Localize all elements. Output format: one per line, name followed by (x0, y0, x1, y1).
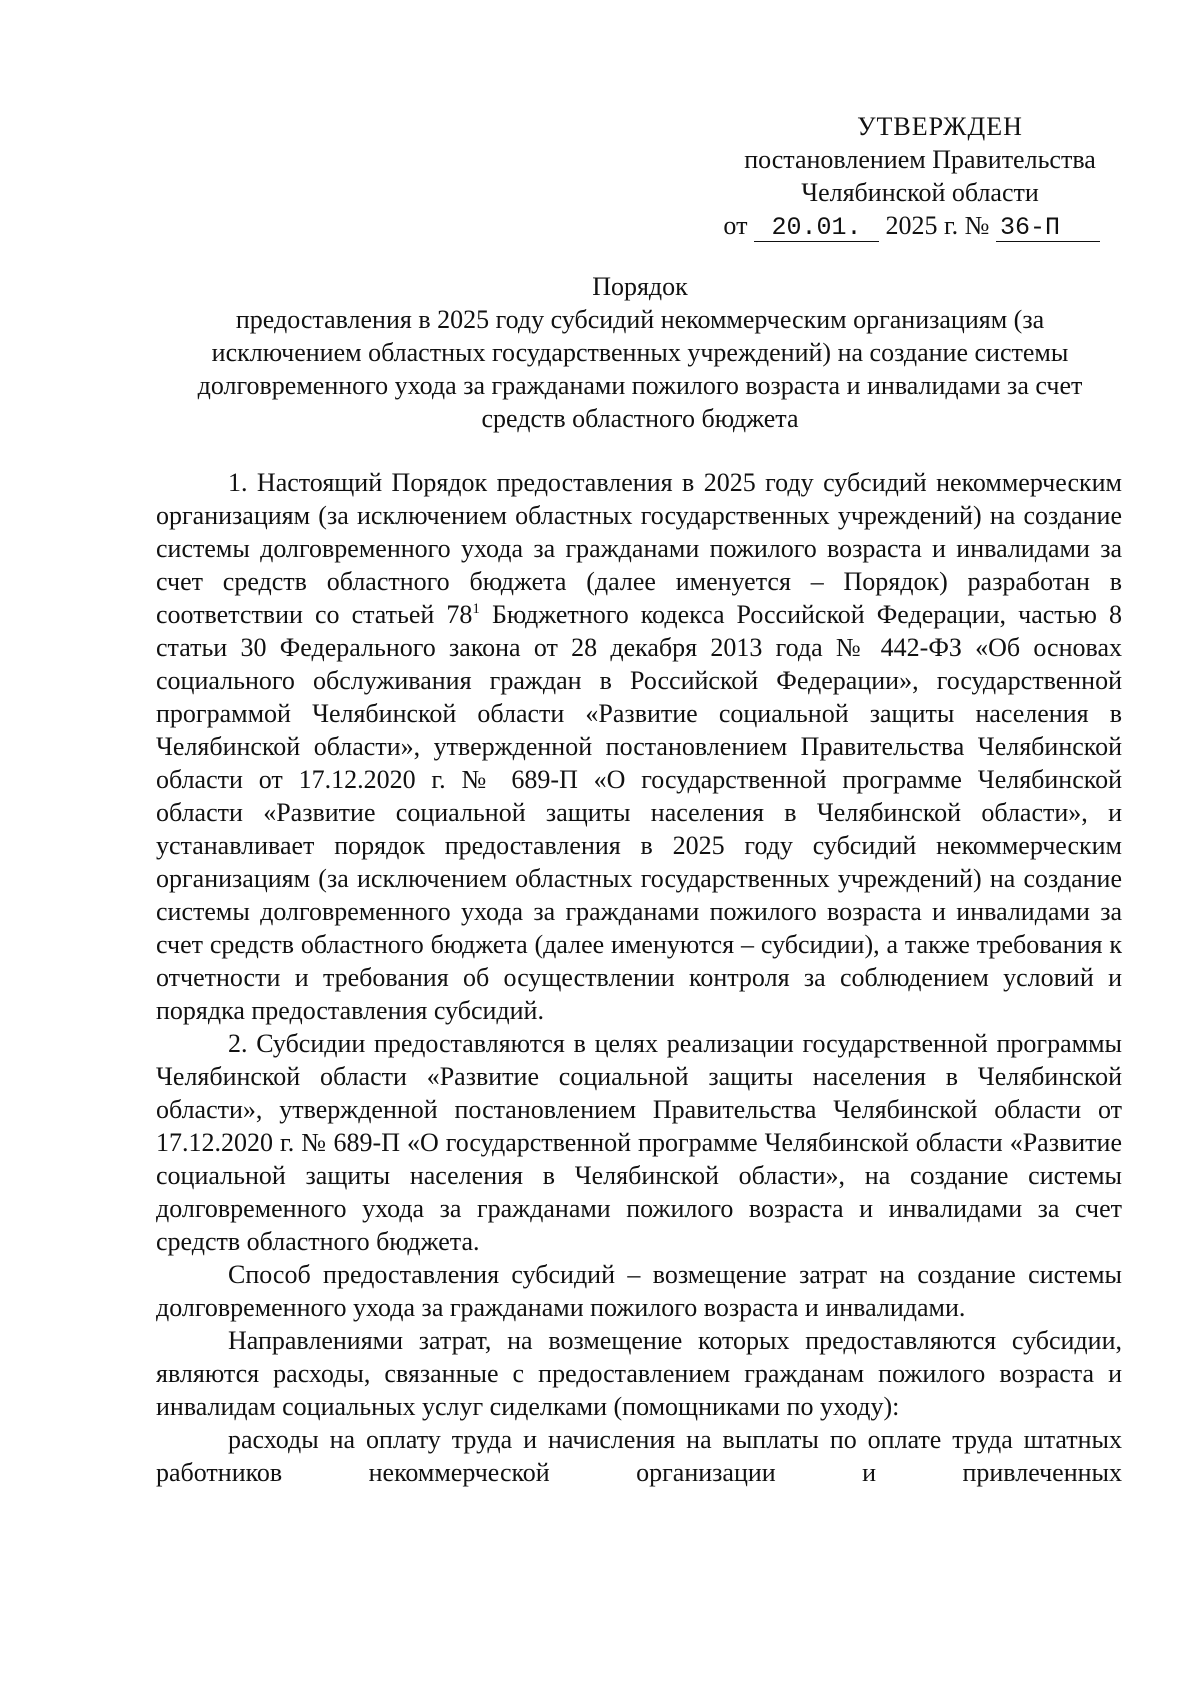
approval-block (700, 110, 1110, 242)
document-body (156, 466, 1122, 1489)
approval-issuer-line: постановлением Правительства (744, 145, 1096, 174)
paragraph-5: расходы на оплату труда и начисления на выплаты по оплате труда штатных работников некоммерческой организации и привлеченных (156, 1425, 1122, 1487)
date-field: 20.01. (754, 215, 879, 242)
document-number-field: 36-П (996, 215, 1100, 242)
superscript: 1 (472, 601, 480, 617)
paragraph-1-text-b: Бюджетного кодекса Российской Федерации, частью 8 статьи 30 Федерального закона от 28 декабря 2013 года № 442-ФЗ «Об основах социального обслуживания граждан в Российской Федерации», государственной программой Челябинской области «Развитие социальной защиты населения в Челябинской области», утвержденной постановлением Правительства Челябинской области от 17.12.2020 г. № 689-П «О государственной программе Челябинской области «Развитие социальной защиты населения в Челябинской области», и устанавливает порядок предоставления в 2025 году субсидий некоммерческим организациям (за исключением областных государственных учреждений) на создание системы долговременного ухода за гражданами пожилого возраста и инвалидами за счет средств областного бюджета (далее именуются – субсидии), а также требования к отчетности и требования об осуществлении контроля за соблюдением условий и порядка предоставления субсидий. (156, 600, 1122, 1025)
title-line: долговременного ухода за гражданами пожилого возраста и инвалидами за счет (197, 371, 1083, 400)
document-title (150, 270, 1130, 435)
paragraph-1 (156, 466, 1122, 1027)
paragraph-2: 2. Субсидии предоставляются в целях реализации государственной программы Челябинской области «Развитие социальной защиты населения в Челябинской области», утвержденной постановлением Правительства Челябинской области от 17.12.2020 г. № 689-П «О государственной программе Челябинской области «Развитие социальной защиты населения в Челябинской области», на создание системы долговременного ухода за гражданами пожилого возраста и инвалидами за счет средств областного бюджета. (156, 1029, 1122, 1256)
approval-region-line: Челябинской области (801, 178, 1039, 207)
paragraph-4: Направлениями затрат, на возмещение которых предоставляются субсидии, являются расходы, связанные с предоставлением гражданам пожилого возраста и инвалидам социальных услуг сиделками (помощниками по уходу): (156, 1326, 1122, 1421)
year-text: 2025 г. № (885, 211, 990, 240)
paragraph-3: Способ предоставления субсидий – возмещение затрат на создание системы долговременного ухода за гражданами пожилого возраста и инвалидами. (156, 1260, 1122, 1322)
approval-date-line (700, 209, 1110, 242)
title-line: предоставления в 2025 году субсидий некоммерческим организациям (за (235, 305, 1045, 334)
title-line: средств областного бюджета (481, 404, 799, 433)
paragraph-1-text-a: 1. Настоящий Порядок предоставления в 2025 году субсидий некоммерческим организациям (за исключением областных государственных учреждений) на создание системы долговременного ухода за гражданами пожилого возраста и инвалидами за счет средств областного бюджета (далее именуется – Порядок) разработан в соответствии со статьей 78 (156, 468, 1122, 629)
approval-heading: УТВЕРЖДЕН (857, 112, 1023, 141)
title-heading: Порядок (592, 272, 688, 301)
date-prefix: от (723, 211, 748, 240)
title-line: исключением областных государственных учреждений) на создание системы (211, 338, 1069, 367)
